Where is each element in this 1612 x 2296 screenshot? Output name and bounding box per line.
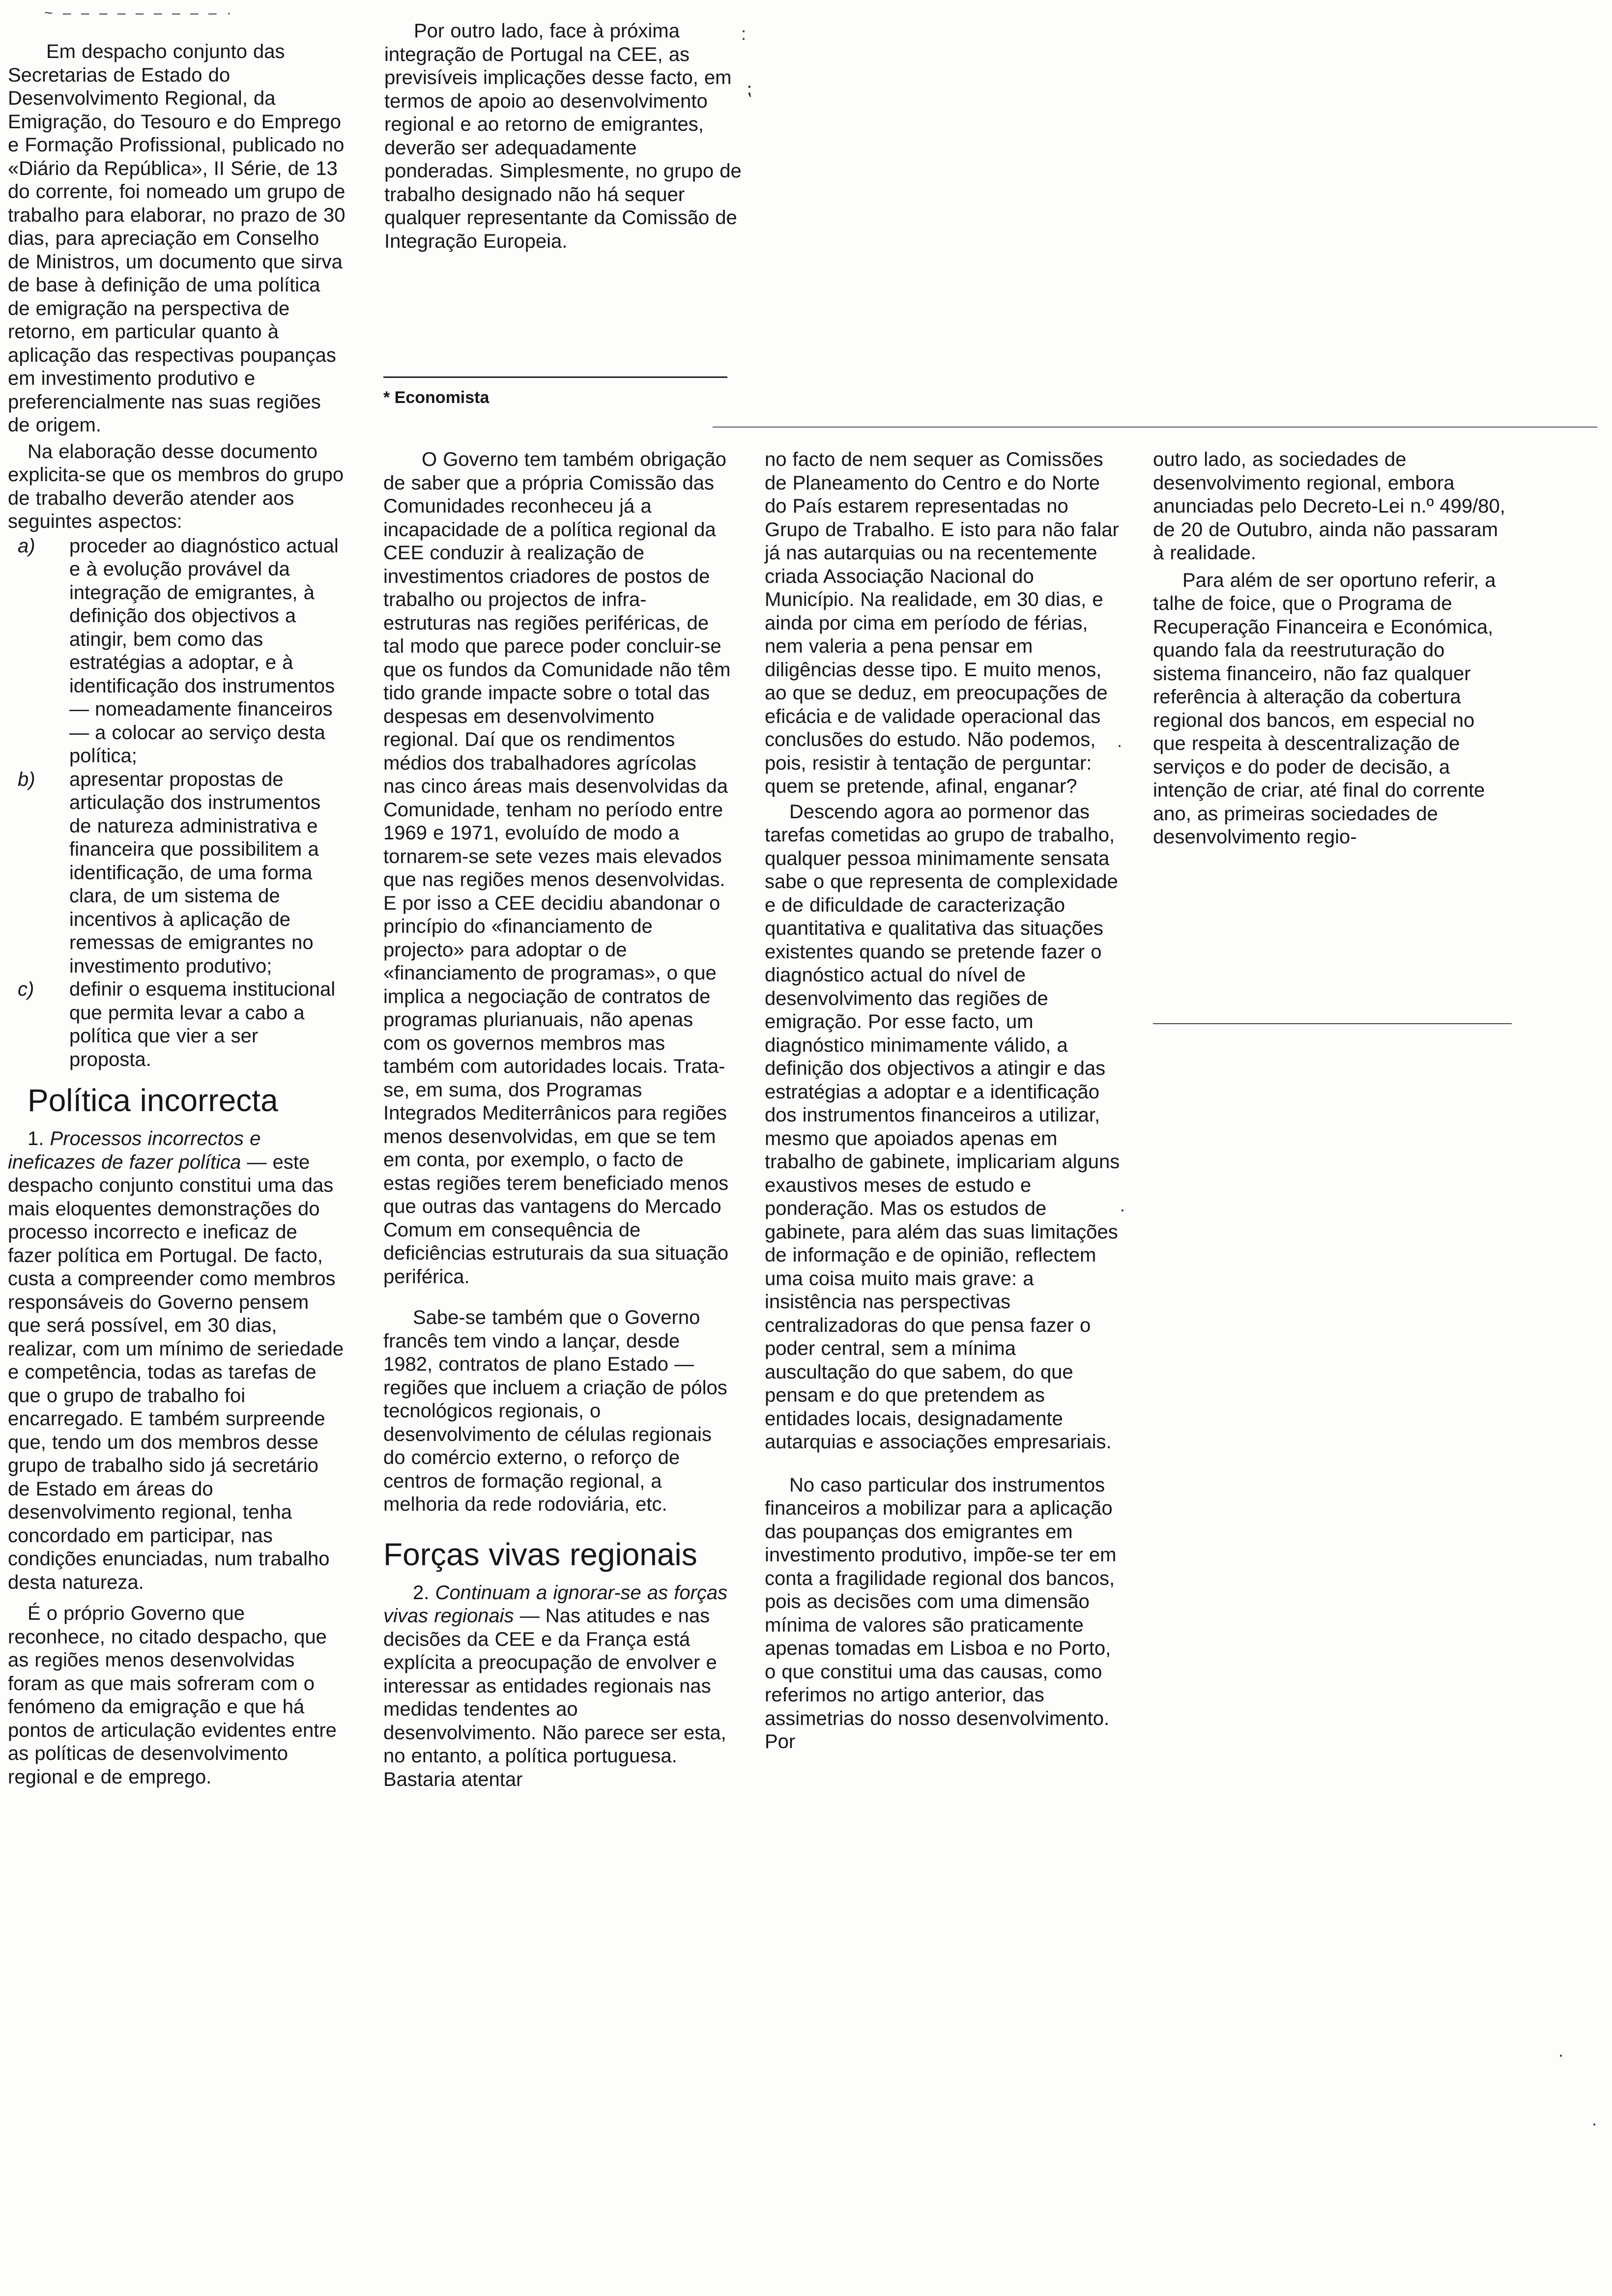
intro-paragraph: Em despacho conjunto das Secretarias de Estado do Desenvolvimento Regional, da Emigração, do Tesouro e do Emprego e Formação Profissional, publicado no «Diário da República», II Série, de 13 do corrente, foi nomeado um grupo de trabalho para elaborar, no prazo de 30 dias, para apreciação em Conselho de Ministros, um documento que sirva de base à definição de uma política de emigração na perspectiva de retorno, em particular quanto à aplicação das respectivas poupanças em investimento produtivo e preferencialmente nas suas regiões de origem. <box>8 41 345 436</box>
column-3 <box>765 448 1121 1754</box>
paragraph: Para além de ser oportuno referir, a talhe de foice, que o Programa de Recuperação Financeira e Económica, quando fala da reestruturação do sistema financeiro, não faz qualquer referência à alteração da cobertura regional dos bancos, em especial no que respeita à descentralização de serviços e do poder de decisão, a intenção de criar, até final do corrente ano, as primeiras sociedades de desenvolvimento regio- <box>1153 569 1496 848</box>
column-2 <box>383 448 733 1791</box>
paragraph-text: — Nas atitudes e nas decisões da CEE e da França está explícita a preocupação de envolver e interessar as entidades regionais nas medidas tendentes ao desenvolvimento. Não parece ser esta, no entanto, a política portuguesa. Bastaria atentar <box>383 1605 726 1790</box>
list-item-text: proceder ao diagnóstico actual e à evolução provável da integração de emigrantes, à definição dos objectivos a atingir, bem como das estratégias a adoptar, e à identificação dos instrumentos — nomeadamente financeiros — a colocar ao serviço desta política; <box>69 535 339 767</box>
column-2-top <box>384 20 749 253</box>
paragraph: Sabe-se também que o Governo francês tem vindo a lançar, desde 1982, contratos de plano Estado — regiões que incluem a criação de pólos tecnológicos regionais, o desenvolvimento de células regionais do comércio externo, o reforço de centros de formação regional, a melhoria da rede rodoviária, etc. <box>383 1307 727 1515</box>
task-list <box>8 535 346 1072</box>
scan-mark: · <box>1120 1199 1125 1219</box>
section-heading: Política incorrecta <box>28 1083 278 1118</box>
paragraph <box>383 1581 733 1792</box>
author-note: * Economista <box>383 388 489 407</box>
lead-in: Continuam a ignorar-se as forças vivas regionais <box>383 1581 728 1627</box>
list-item <box>8 535 346 768</box>
paragraph: outro lado, as sociedades de desenvolvimento regional, embora anunciadas pelo Decreto-Lei n.º 499/80, de 20 de Outubro, ainda não passaram à realidade. <box>1153 449 1505 564</box>
paragraph: Descendo agora ao pormenor das tarefas cometidas ao grupo de trabalho, qualquer pessoa minimamente sensata sabe o que representa de complexidade e de dificuldade de caracterização quantitativa e qualitativa das situações existentes quando se pretende fazer o diagnóstico actual do nível de desenvolvimento das regiões de emigração. Por esse facto, um diagnóstico minimamente válido, a definição dos objectivos a atingir e das estratégias a adoptar e a identificação dos instrumentos financeiros a utilizar, mesmo que apoiados apenas em trabalho de gabinete, implicariam alguns exaustivos meses de estudo e ponderação. Mas os estudos de gabinete, para além das suas limitações de informação e de opinião, reflectem uma coisa muito mais grave: a insistência nas perspectivas centralizadoras do que pensa fazer o poder central, sem a mínima auscultação do que sabem, do que pensam e do que pretendem as entidades locais, designadamente autarquias e associações empresariais. <box>765 801 1120 1453</box>
column-4 <box>1153 448 1507 849</box>
section-number: 1. <box>28 1128 44 1149</box>
scan-mark: : <box>741 24 747 44</box>
list-marker: b) <box>18 768 35 790</box>
scan-specks: ~ ‒ ‒ ‒ ‒ ‒ ‒ ‒ ‒ ‒ · <box>44 5 235 21</box>
list-marker: a) <box>18 535 35 557</box>
section-heading: Forças vivas regionais <box>383 1536 697 1572</box>
paragraph: Na elaboração desse documento explicita-se que os membros do grupo de trabalho deverão atender aos seguintes aspectos: <box>8 440 344 532</box>
divider-rule <box>713 427 1597 428</box>
list-item <box>8 978 346 1071</box>
paragraph: no facto de nem sequer as Comissões de Planeamento do Centro e do Norte do País estarem representadas no Grupo de Trabalho. E isto para não falar já nas autarquias ou na recentemente criada Associação Nacional do Município. Na realidade, em 30 dias, e ainda por cima em período de férias, nem valeria a pena pensar em diligências desse tipo. E muito menos, ao que se deduz, em preocupações de eficácia e de validade operacional das conclusões do estudo. Não podemos, pois, resistir à tentação de perguntar: quem se pretende, afinal, enganar? <box>765 449 1119 797</box>
paragraph <box>8 1127 346 1594</box>
scan-mark: · <box>1117 735 1123 755</box>
column-1 <box>8 40 346 1789</box>
paragraph: Por outro lado, face à próxima integração de Portugal na CEE, as previsíveis implicações desse facto, em termos de apoio ao desenvolvimento regional e ao retorno de emigrantes, deverão ser adequadamente ponderadas. Simplesmente, no grupo de trabalho designado não há sequer qualquer representante da Comissão de Integração Europeia. <box>384 20 742 252</box>
section-number: 2. <box>413 1581 430 1604</box>
paragraph: No caso particular dos instrumentos financeiros a mobilizar para a aplicação das poupanças dos emigrantes em investimento produtivo, impõe-se ter em conta a fragilidade regional dos bancos, pois as decisões com uma dimensão mínima de valores são praticamente apenas tomadas em Lisboa e no Porto, o que constitui uma das causas, como referimos no artigo anterior, das assimetrias do nosso desenvolvimento. Por <box>765 1474 1117 1752</box>
list-item-text: apresentar propostas de articulação dos instrumentos de natureza administrativa e financeira que possibilitem a identificação, de uma forma clara, de um sistema de incentivos à aplicação de remessas de emigrantes no investimento produtivo; <box>69 768 321 977</box>
paragraph: O Governo tem também obrigação de saber que a própria Comissão das Comunidades reconheceu já a incapacidade de a política regional da CEE conduzir à realização de investimentos criadores de postos de trabalho ou projectos de infra-estruturas nas regiões periféricas, de tal modo que parece poder concluir-se que os fundos da Comunidade não têm tido grande impacte sobre o total das despesas em desenvolvimento regional. Daí que os rendimentos médios dos trabalhadores agrícolas nas cinco áreas mais desenvolvidas da Comunidade, tenham no período entre 1969 e 1971, evoluído de modo a tornarem-se sete vezes mais elevados que nas regiões menos desenvolvidas. E por isso a CEE decidiu abandonar o princípio do «financiamento de projecto» para adoptar o de «financiamento de programas», o que implica a negociação de contratos de programas plurianuais, não apenas com os governos membros mas também com autoridades locais. Trata-se, em suma, dos Programas Integrados Mediterrânicos para regiões menos desenvolvidas, em que se tem em conta, por exemplo, o facto de estas regiões terem beneficiado menos que outras das vantagens do Mercado Comum em consequência de deficiências estruturais da sua situação periférica. <box>383 449 731 1288</box>
list-marker: c) <box>18 978 34 1000</box>
scan-mark: · <box>1558 2044 1564 2065</box>
list-item-text: definir o esquema institucional que permita levar a cabo a política que vier a ser proposta. <box>69 978 336 1070</box>
lead-in: Processos incorrectos e ineficazes de fazer política <box>8 1128 261 1173</box>
list-item <box>8 768 346 978</box>
paragraph: É o próprio Governo que reconhece, no citado despacho, que as regiões menos desenvolvidas foram as que mais sofreram com o fenómeno da emigração e que há pontos de articulação evidentes entre as políticas de desenvolvimento regional e de emprego. <box>8 1603 337 1788</box>
scan-mark: · <box>1591 2113 1597 2133</box>
divider-rule <box>383 376 727 378</box>
paragraph-text: — este despacho conjunto constitui uma das mais eloquentes demonstrações do processo incorrecto e ineficaz de fazer política em Portugal. De facto, custa a compreender como membros responsáveis do Governo pensem que será possível, em 30 dias, realizar, com um mínimo de seriedade e competência, todas as tarefas de que o grupo de trabalho foi encarregado. E também surpreende que, tendo um dos membros desse grupo de trabalho sido já secretário de Estado em áreas do desenvolvimento regional, tenha concordado em participar, nas condições enunciadas, num trabalho desta natureza. <box>8 1151 344 1593</box>
end-rule <box>1153 1023 1512 1024</box>
scan-mark: ⁏ <box>746 79 752 99</box>
